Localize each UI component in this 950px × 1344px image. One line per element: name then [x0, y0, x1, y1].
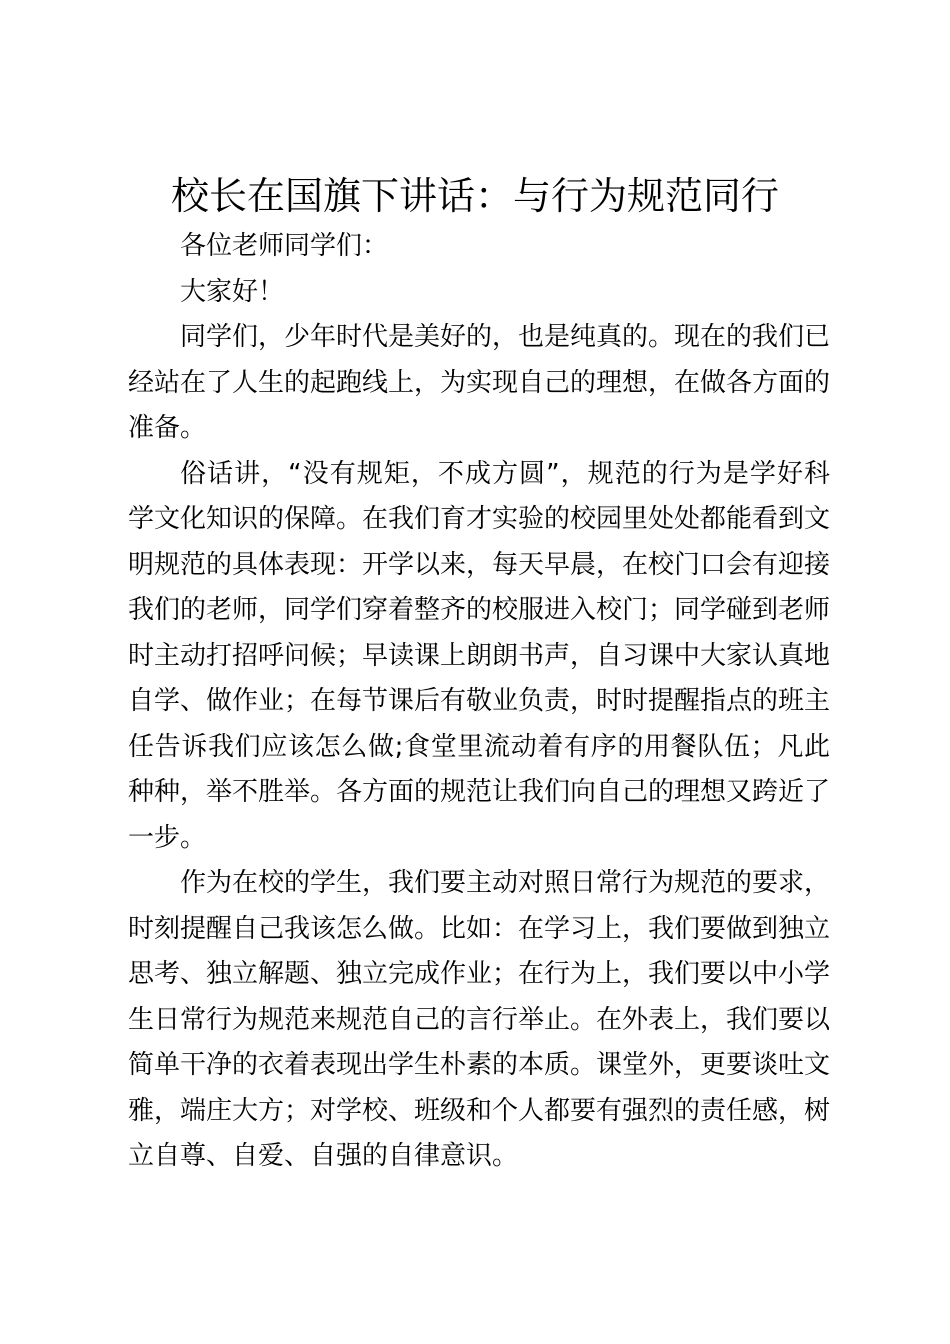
paragraph-intro: 同学们，少年时代是美好的，也是纯真的。现在的我们已经站在了人生的起跑线上，为实现自己的理想，在做各方面的准备。: [128, 322, 831, 443]
paragraph-greeting: 大家好！: [180, 276, 285, 307]
paragraph-student-duty: 作为在校的学生，我们要主动对照日常行为规范的要求，时刻提醒自己我该怎么做。比如：在学习上，我们要做到独立思考、独立解题、独立完成作业；在行为上，我们要以中小学生日常行为规范来规范自己的言行举止。在外表上，我们要以简单干净的衣着表现出学生朴素的本质。课堂外，更要谈吐文雅，端庄大方；对学校、班级和个人都要有强烈的责任感，树立自尊、自爱、自强的自律意识。: [128, 868, 831, 1171]
paragraph-rules: 俗话讲，“没有规矩，不成方圆”，规范的行为是学好科学文化知识的保障。在我们育才实验的校园里处处都能看到文明规范的具体表现：开学以来，每天早晨，在校门口会有迎接我们的老师，同学们穿着整齐的校服进入校门；同学碰到老师时主动打招呼问候；早读课上朗朗书声，自习课中大家认真地自学、做作业；在每节课后有敬业负责，时时提醒指点的班主任告诉我们应该怎么做;食堂里流动着有序的用餐队伍；凡此种种，举不胜举。各方面的规范让我们向自己的理想又跨近了一步。: [128, 458, 831, 853]
document-body: [128, 224, 830, 1180]
paragraph-salutation: 各位老师同学们：: [180, 231, 389, 261]
document-title: 校长在国旗下讲话：与行为规范同行: [170, 174, 779, 218]
